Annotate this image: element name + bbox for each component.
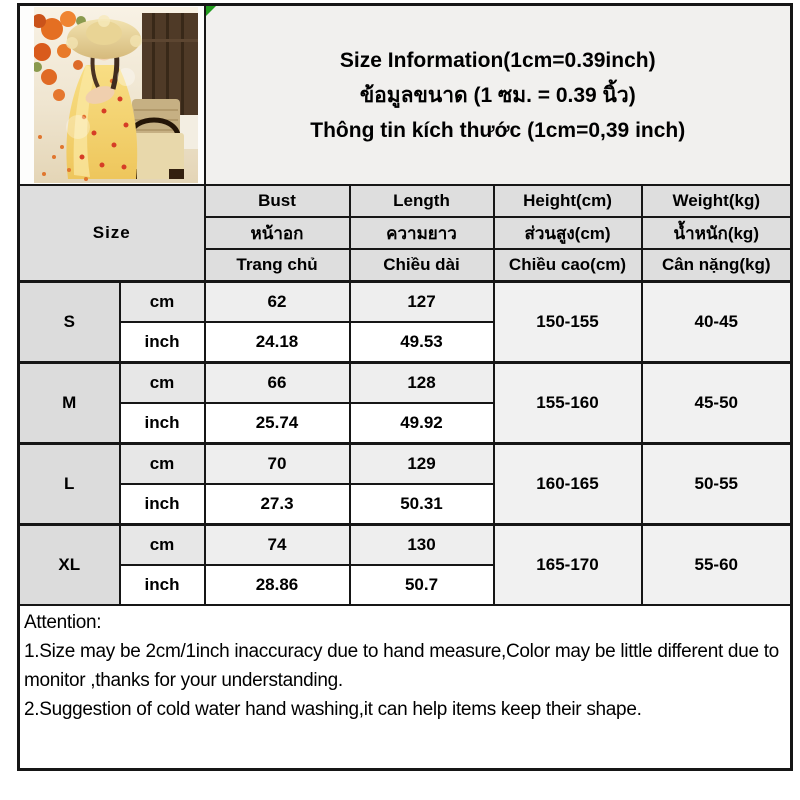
attention-note-1: 1.Size may be 2cm/1inch inaccuracy due to hand measure,Color may be little different due to monitor ,thanks for your understanding. <box>24 641 779 691</box>
m-length-cm: 128 <box>350 363 494 404</box>
l-bust-cm: 70 <box>205 444 350 485</box>
s-length-inch: 49.53 <box>350 322 494 363</box>
sunlight-spot <box>117 68 135 86</box>
title-english: Size Information(1cm=0.39inch) <box>339 48 656 72</box>
xl-weight-range: 55-60 <box>642 525 792 606</box>
title-cell <box>205 5 792 186</box>
sunlight-spot <box>66 115 90 139</box>
unit-label-cm: cm <box>120 525 205 566</box>
col-header-weight-th: น้ำหนัก(kg) <box>642 217 792 249</box>
size-header-cell: Size <box>19 185 205 282</box>
m-length-inch: 49.92 <box>350 403 494 444</box>
row-s-cm <box>19 282 792 323</box>
attention-heading: Attention: <box>24 612 102 633</box>
col-header-weight-vi: Cân nặng(kg) <box>642 249 792 282</box>
col-header-weight-en: Weight(kg) <box>642 185 792 217</box>
size-label-l: L <box>19 444 120 525</box>
col-header-length-th: ความยาว <box>350 217 494 249</box>
unit-label-cm: cm <box>120 363 205 404</box>
s-weight-range: 40-45 <box>642 282 792 363</box>
size-label-s: S <box>19 282 120 363</box>
s-bust-cm: 62 <box>205 282 350 323</box>
row-l-cm <box>19 444 792 485</box>
col-header-bust-en: Bust <box>205 185 350 217</box>
col-header-bust-vi: Trang chủ <box>205 249 350 282</box>
m-bust-inch: 25.74 <box>205 403 350 444</box>
s-bust-inch: 24.18 <box>205 322 350 363</box>
row-m-cm <box>19 363 792 404</box>
xl-bust-inch: 28.86 <box>205 565 350 605</box>
m-height-range: 155-160 <box>494 363 642 444</box>
size-chart-sheet <box>17 3 793 771</box>
attention-note-2: 2.Suggestion of cold water hand washing,it can help items keep their shape. <box>24 699 642 720</box>
unit-label-inch: inch <box>120 565 205 605</box>
unit-label-cm: cm <box>120 282 205 323</box>
unit-label-cm: cm <box>120 444 205 485</box>
xl-bust-cm: 74 <box>205 525 350 566</box>
l-weight-range: 50-55 <box>642 444 792 525</box>
xl-length-inch: 50.7 <box>350 565 494 605</box>
s-height-range: 150-155 <box>494 282 642 363</box>
header-row-english <box>19 185 792 217</box>
attention-row <box>19 605 792 770</box>
cell-corner-flag-icon <box>206 6 216 16</box>
col-header-height-th: ส่วนสูง(cm) <box>494 217 642 249</box>
model-photo <box>34 7 198 183</box>
col-header-length-en: Length <box>350 185 494 217</box>
col-header-height-en: Height(cm) <box>494 185 642 217</box>
size-label-m: M <box>19 363 120 444</box>
m-bust-cm: 66 <box>205 363 350 404</box>
unit-label-inch: inch <box>120 484 205 525</box>
model-photo-illustration <box>34 7 198 183</box>
top-row <box>19 5 792 186</box>
l-bust-inch: 27.3 <box>205 484 350 525</box>
xl-height-range: 165-170 <box>494 525 642 606</box>
product-photo-cell <box>19 5 205 186</box>
col-header-bust-th: หน้าอก <box>205 217 350 249</box>
title-thai: ข้อมูลขนาด (1 ซม. = 0.39 นิ้ว) <box>359 83 636 107</box>
attention-cell <box>19 605 792 770</box>
col-header-length-vi: Chiều dài <box>350 249 494 282</box>
l-length-cm: 129 <box>350 444 494 485</box>
l-length-inch: 50.31 <box>350 484 494 525</box>
col-header-height-vi: Chiều cao(cm) <box>494 249 642 282</box>
s-length-cm: 127 <box>350 282 494 323</box>
size-chart-table <box>17 3 793 771</box>
size-label-xl: XL <box>19 525 120 606</box>
row-xl-cm <box>19 525 792 566</box>
title-vietnamese: Thông tin kích thước (1cm=0,39 inch) <box>310 118 686 142</box>
unit-label-inch: inch <box>120 322 205 363</box>
unit-label-inch: inch <box>120 403 205 444</box>
m-weight-range: 45-50 <box>642 363 792 444</box>
l-height-range: 160-165 <box>494 444 642 525</box>
xl-length-cm: 130 <box>350 525 494 566</box>
